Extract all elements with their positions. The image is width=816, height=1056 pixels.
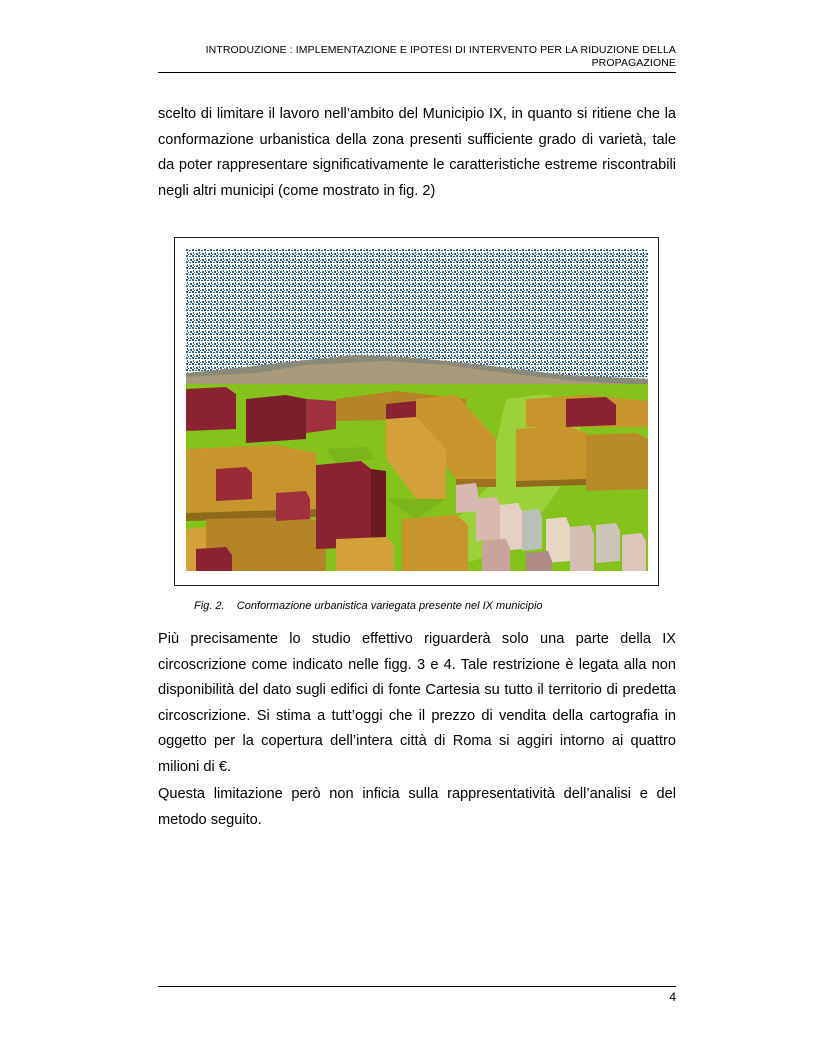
paragraph-1: scelto di limitare il lavoro nell’ambito del Municipio IX, in quanto si ritiene che la conformazione urbanistica della zona presenti sufficiente grado di varietà, tale da poter rappresentare significativamente le caratteristiche estreme riscontrabili negli altri municipi (come mostrato in fig. 2) xyxy=(158,106,676,199)
running-header-line-1: INTRODUZIONE : IMPLEMENTAZIONE E IPOTESI DI INTERVENTO PER LA RIDUZIONE DELLA xyxy=(205,44,676,56)
figure-caption: Fig. 2. Conformazione urbanistica variegata presente nel IX municipio xyxy=(194,600,543,612)
paragraph-3: Questa limitazione però non inficia sulla rappresentatività dell’analisi e del metodo seguito. xyxy=(158,786,676,828)
footer-rule xyxy=(158,986,676,987)
header-rule xyxy=(158,72,676,73)
city-3d-render-image xyxy=(186,249,648,571)
figure-frame xyxy=(174,237,659,586)
running-header xyxy=(158,44,676,70)
paragraph-2: Più precisamente lo studio effettivo riguarderà solo una parte della IX circoscrizione come indicato nelle figg. 3 e 4. Tale restrizione è legata alla non disponibilità del dato sugli edifici di fonte Cartesia su tutto il territorio di predetta circoscrizione. Si stima a tutt’oggi che il prezzo di vendita della cartografia in oggetto per la copertura dell’intera città di Roma si aggiri intorno ai quattro milioni di €. xyxy=(158,631,676,775)
running-header-line-2: PROPAGAZIONE xyxy=(591,57,676,69)
page-number: 4 xyxy=(669,990,676,1004)
